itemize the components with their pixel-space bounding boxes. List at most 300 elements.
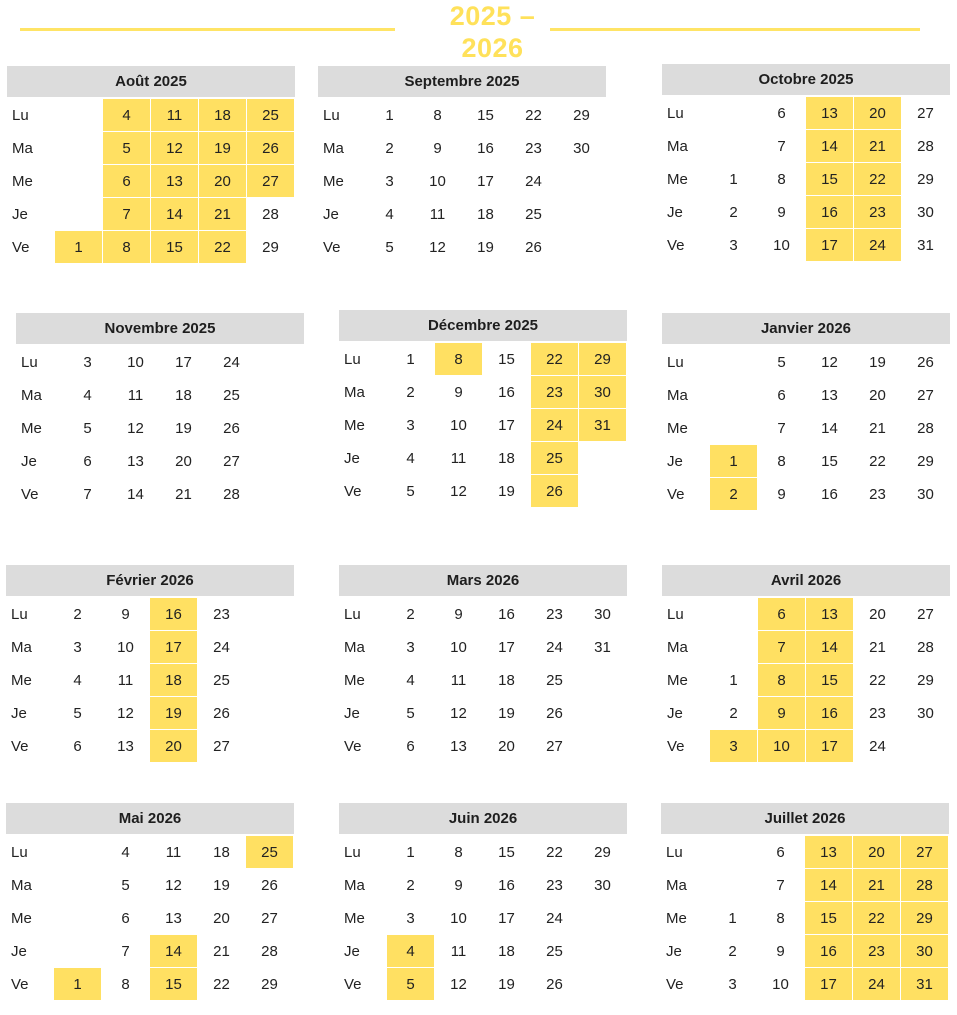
day-cell: 9 [776,942,785,960]
weekday-label: Me [21,419,42,437]
day-cell: 1 [406,843,415,861]
day-cell: 29 [594,843,611,861]
day-cell: 24 [223,353,240,371]
empty-cell [54,869,101,901]
day-cell: 26 [247,132,294,164]
day-cell: 17 [175,353,192,371]
day-cell: 23 [525,139,542,157]
month-days-grid [339,836,627,1001]
day-cell: 8 [758,664,805,696]
month-block [16,313,304,511]
month-header: Août 2025 [7,66,295,97]
day-cell: 25 [246,836,293,868]
day-cell: 2 [406,383,415,401]
day-cell: 3 [406,909,415,927]
month-header: Avril 2026 [662,565,950,596]
empty-cell [55,99,102,131]
day-cell: 1 [728,909,737,927]
empty-cell [246,730,293,762]
empty-cell [709,836,756,868]
day-cell: 9 [758,697,805,729]
weekday-label: Ve [666,975,684,993]
day-cell: 2 [406,605,415,623]
day-cell: 29 [579,343,626,375]
day-cell: 8 [777,170,786,188]
empty-cell [579,442,626,474]
day-cell: 8 [121,975,130,993]
day-cell: 10 [773,236,790,254]
empty-cell [579,475,626,507]
day-cell: 10 [772,975,789,993]
day-cell: 10 [127,353,144,371]
weekday-label: Lu [666,843,683,861]
month-block [7,66,295,264]
day-cell: 29 [917,671,934,689]
day-cell: 2 [710,478,757,510]
month-block [339,803,627,1001]
day-cell: 2 [385,139,394,157]
day-cell: 10 [117,638,134,656]
day-cell: 26 [531,475,578,507]
weekday-label: Ma [344,383,365,401]
day-cell: 9 [777,203,786,221]
weekday-label: Me [344,671,365,689]
day-cell: 11 [151,99,198,131]
day-cell: 12 [127,419,144,437]
day-cell: 13 [151,165,198,197]
weekday-label: Me [344,909,365,927]
day-cell: 14 [150,935,197,967]
weekday-label: Me [11,671,32,689]
month-block [662,565,950,763]
day-cell: 23 [854,196,901,228]
day-cell: 19 [150,697,197,729]
weekday-label: Ve [344,975,362,993]
day-cell: 26 [213,704,230,722]
day-cell: 3 [83,353,92,371]
day-cell: 1 [55,231,102,263]
day-cell: 1 [406,350,415,368]
day-cell: 18 [477,205,494,223]
month-block [318,66,606,264]
day-cell: 12 [450,482,467,500]
day-cell: 30 [917,203,934,221]
day-cell: 13 [806,97,853,129]
empty-cell [54,902,101,934]
day-cell: 24 [854,229,901,261]
day-cell: 3 [73,638,82,656]
day-cell: 16 [806,697,853,729]
month-header: Mai 2026 [6,803,294,834]
day-cell: 6 [758,598,805,630]
month-header: Janvier 2026 [662,313,950,344]
day-cell: 6 [777,386,786,404]
day-cell: 30 [594,876,611,894]
day-cell: 13 [127,452,144,470]
day-cell: 21 [869,419,886,437]
month-days-grid [339,343,627,508]
empty-cell [256,346,303,378]
day-cell: 27 [261,909,278,927]
day-cell: 3 [710,730,757,762]
weekday-label: Ve [667,737,685,755]
day-cell: 10 [450,416,467,434]
day-cell: 28 [262,205,279,223]
empty-cell [902,730,949,762]
day-cell: 16 [477,139,494,157]
month-header: Mars 2026 [339,565,627,596]
weekday-label: Ma [344,876,365,894]
weekday-label: Me [12,172,33,190]
day-cell: 15 [498,843,515,861]
day-cell: 15 [150,968,197,1000]
day-cell: 25 [525,205,542,223]
empty-cell [558,231,605,263]
month-days-grid [662,598,950,763]
weekday-label: Lu [11,605,28,623]
day-cell: 6 [406,737,415,755]
day-cell: 19 [498,975,515,993]
weekday-label: Je [344,704,360,722]
day-cell: 12 [117,704,134,722]
day-cell: 4 [73,671,82,689]
weekday-label: Ma [12,139,33,157]
day-cell: 29 [262,238,279,256]
day-cell: 6 [777,104,786,122]
empty-cell [55,132,102,164]
day-cell: 14 [821,419,838,437]
day-cell: 4 [103,99,150,131]
day-cell: 24 [869,737,886,755]
day-cell: 11 [429,205,446,223]
day-cell: 7 [758,631,805,663]
day-cell: 18 [199,99,246,131]
weekday-label: Me [667,671,688,689]
day-cell: 24 [531,409,578,441]
month-block [6,803,294,1001]
day-cell: 2 [729,704,738,722]
day-cell: 1 [729,170,738,188]
day-cell: 15 [806,163,853,195]
month-header: Décembre 2025 [339,310,627,341]
weekday-label: Je [21,452,37,470]
day-cell: 11 [450,671,467,689]
weekday-label: Lu [344,843,361,861]
day-cell: 19 [213,876,230,894]
empty-cell [246,631,293,663]
day-cell: 1 [729,671,738,689]
weekday-label: Lu [344,605,361,623]
day-cell: 20 [199,165,246,197]
day-cell: 31 [917,236,934,254]
day-cell: 7 [777,137,786,155]
weekday-label: Ve [344,482,362,500]
day-cell: 15 [477,106,494,124]
day-cell: 23 [531,376,578,408]
empty-cell [710,412,757,444]
weekday-label: Lu [667,605,684,623]
day-cell: 6 [83,452,92,470]
day-cell: 23 [869,485,886,503]
day-cell: 30 [917,485,934,503]
day-cell: 21 [213,942,230,960]
day-cell: 17 [150,631,197,663]
empty-cell [54,836,101,868]
day-cell: 12 [429,238,446,256]
day-cell: 4 [406,671,415,689]
weekday-label: Ve [667,485,685,503]
day-cell: 26 [525,238,542,256]
day-cell: 7 [776,876,785,894]
day-cell: 8 [435,343,482,375]
empty-cell [579,968,626,1000]
empty-cell [710,379,757,411]
day-cell: 20 [175,452,192,470]
month-block [6,565,294,763]
day-cell: 13 [450,737,467,755]
month-days-grid [662,346,950,511]
day-cell: 24 [853,968,900,1000]
day-cell: 21 [854,130,901,162]
month-days-grid [339,598,627,763]
month-days-grid [662,97,950,262]
day-cell: 5 [121,876,130,894]
day-cell: 20 [869,386,886,404]
day-cell: 24 [546,638,563,656]
day-cell: 12 [450,975,467,993]
day-cell: 26 [546,704,563,722]
day-cell: 13 [165,909,182,927]
weekday-label: Me [344,416,365,434]
day-cell: 29 [573,106,590,124]
weekday-label: Lu [344,350,361,368]
empty-cell [710,97,757,129]
empty-cell [709,869,756,901]
day-cell: 14 [151,198,198,230]
empty-cell [256,478,303,510]
empty-cell [579,935,626,967]
day-cell: 9 [777,485,786,503]
day-cell: 30 [901,935,948,967]
title-rule-right [550,28,920,31]
month-block [662,64,950,262]
day-cell: 31 [579,409,626,441]
empty-cell [54,935,101,967]
day-cell: 26 [917,353,934,371]
day-cell: 19 [498,482,515,500]
day-cell: 14 [806,130,853,162]
day-cell: 27 [247,165,294,197]
day-cell: 22 [525,106,542,124]
month-header: Septembre 2025 [318,66,606,97]
weekday-label: Ve [11,737,29,755]
day-cell: 11 [450,449,467,467]
empty-cell [579,664,626,696]
empty-cell [246,697,293,729]
weekday-label: Ve [667,236,685,254]
weekday-label: Je [323,205,339,223]
weekday-label: Ve [344,737,362,755]
day-cell: 28 [917,638,934,656]
empty-cell [256,379,303,411]
weekday-label: Ve [12,238,30,256]
day-cell: 29 [261,975,278,993]
day-cell: 25 [546,671,563,689]
day-cell: 27 [223,452,240,470]
empty-cell [710,631,757,663]
day-cell: 1 [54,968,101,1000]
empty-cell [579,697,626,729]
day-cell: 17 [806,229,853,261]
weekday-label: Je [667,452,683,470]
day-cell: 11 [165,843,182,861]
day-cell: 26 [546,975,563,993]
empty-cell [579,730,626,762]
weekday-label: Je [667,203,683,221]
day-cell: 4 [83,386,92,404]
day-cell: 28 [917,137,934,155]
empty-cell [246,598,293,630]
day-cell: 4 [406,449,415,467]
day-cell: 2 [406,876,415,894]
day-cell: 15 [805,902,852,934]
day-cell: 8 [433,106,442,124]
day-cell: 27 [917,386,934,404]
day-cell: 30 [917,704,934,722]
empty-cell [710,130,757,162]
month-header: Octobre 2025 [662,64,950,95]
day-cell: 1 [710,445,757,477]
day-cell: 5 [777,353,786,371]
day-cell: 8 [454,843,463,861]
day-cell: 8 [777,452,786,470]
day-cell: 5 [387,968,434,1000]
day-cell: 28 [901,869,948,901]
weekday-label: Me [666,909,687,927]
weekday-label: Je [344,449,360,467]
day-cell: 5 [73,704,82,722]
day-cell: 10 [429,172,446,190]
day-cell: 17 [806,730,853,762]
day-cell: 6 [121,909,130,927]
empty-cell [246,664,293,696]
day-cell: 11 [450,942,467,960]
calendar-title-bar [20,0,920,63]
weekday-label: Je [344,942,360,960]
day-cell: 9 [454,383,463,401]
day-cell: 25 [213,671,230,689]
day-cell: 6 [73,737,82,755]
day-cell: 22 [531,343,578,375]
weekday-label: Me [667,170,688,188]
day-cell: 13 [117,737,134,755]
day-cell: 21 [199,198,246,230]
month-header: Février 2026 [6,565,294,596]
day-cell: 28 [917,419,934,437]
weekday-label: Ve [323,238,341,256]
weekday-label: Je [11,942,27,960]
weekday-label: Lu [21,353,38,371]
weekday-label: Lu [667,353,684,371]
day-cell: 23 [213,605,230,623]
day-cell: 5 [83,419,92,437]
month-days-grid [318,99,606,264]
day-cell: 22 [199,231,246,263]
month-header: Novembre 2025 [16,313,304,344]
day-cell: 10 [450,909,467,927]
weekday-label: Ma [21,386,42,404]
month-block [661,803,949,1001]
day-cell: 17 [477,172,494,190]
weekday-label: Je [666,942,682,960]
weekday-label: Je [667,704,683,722]
day-cell: 27 [546,737,563,755]
day-cell: 18 [175,386,192,404]
day-cell: 31 [901,968,948,1000]
day-cell: 23 [546,876,563,894]
weekday-label: Ma [344,638,365,656]
day-cell: 25 [531,442,578,474]
weekday-label: Ma [667,638,688,656]
day-cell: 10 [758,730,805,762]
day-cell: 3 [728,975,737,993]
day-cell: 18 [498,671,515,689]
day-cell: 21 [869,638,886,656]
day-cell: 14 [806,631,853,663]
weekday-label: Ma [11,876,32,894]
day-cell: 29 [917,170,934,188]
day-cell: 20 [853,836,900,868]
day-cell: 12 [821,353,838,371]
day-cell: 12 [165,876,182,894]
title-rule-left [20,28,395,31]
day-cell: 18 [498,449,515,467]
empty-cell [579,902,626,934]
day-cell: 9 [454,876,463,894]
month-block [339,310,627,508]
day-cell: 16 [805,935,852,967]
day-cell: 20 [150,730,197,762]
day-cell: 9 [454,605,463,623]
empty-cell [558,165,605,197]
weekday-label: Me [667,419,688,437]
day-cell: 7 [121,942,130,960]
day-cell: 16 [806,196,853,228]
day-cell: 16 [821,485,838,503]
day-cell: 25 [247,99,294,131]
day-cell: 9 [121,605,130,623]
weekday-label: Lu [12,106,29,124]
day-cell: 14 [127,485,144,503]
day-cell: 5 [406,482,415,500]
day-cell: 14 [805,869,852,901]
day-cell: 22 [853,902,900,934]
day-cell: 20 [498,737,515,755]
day-cell: 18 [498,942,515,960]
weekday-label: Je [12,205,28,223]
empty-cell [256,412,303,444]
day-cell: 29 [901,902,948,934]
day-cell: 11 [117,671,134,689]
day-cell: 21 [853,869,900,901]
day-cell: 25 [546,942,563,960]
day-cell: 15 [151,231,198,263]
day-cell: 26 [261,876,278,894]
day-cell: 24 [525,172,542,190]
weekday-label: Lu [11,843,28,861]
empty-cell [710,346,757,378]
day-cell: 7 [777,419,786,437]
